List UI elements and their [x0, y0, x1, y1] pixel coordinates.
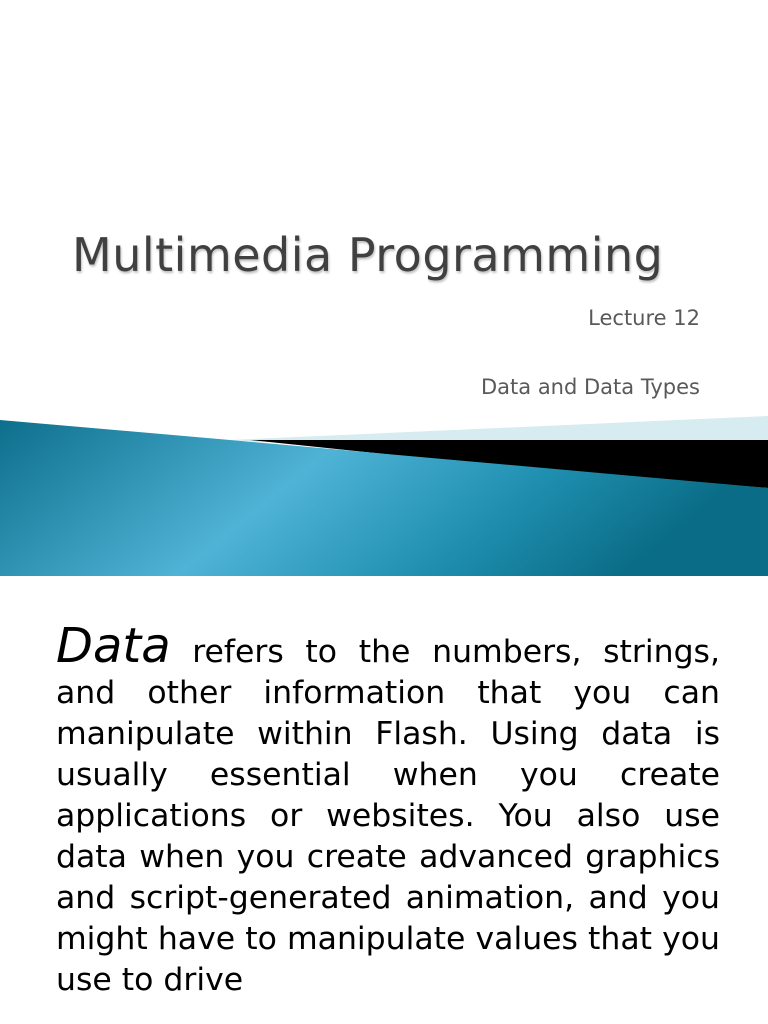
body-text: refers to the numbers, strings, and other information that you can manipulate within Flash. Using data is usually essential when you create applications or websites. You also use data when you create advanced graphics and script-generated animation, and you might have to manipulate values that you use to drive [56, 634, 720, 998]
body-paragraph [56, 618, 720, 1001]
decorative-banner [0, 410, 768, 576]
lecture-number: Lecture 12 [588, 306, 700, 330]
banner-light-band [230, 416, 768, 442]
lead-word: Data [56, 618, 171, 674]
body-slide [0, 576, 768, 1024]
lecture-topic: Data and Data Types [481, 375, 700, 399]
slide-title: Multimedia Programming [72, 228, 664, 282]
